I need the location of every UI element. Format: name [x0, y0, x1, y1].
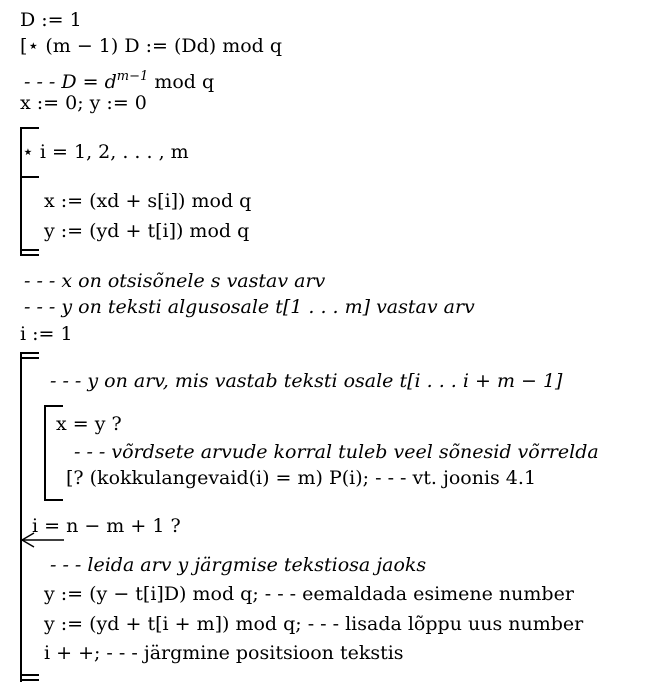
line-cond-comment: - - - võrdsete arvude korral tuleb veel sõnesid võrrelda: [74, 441, 599, 463]
line-exit-condition: i = n − m + 1 ?: [32, 515, 181, 537]
loop1-bracket-mid: [20, 176, 39, 178]
loop2-bracket-bottom: [20, 674, 39, 676]
loop2-bracket-vertical: [20, 352, 22, 682]
line-loop1-header: ⋆ i = 1, 2, . . . , m: [22, 141, 189, 163]
loop2-bracket-top: [20, 352, 39, 354]
line-cond-header: x = y ?: [56, 413, 122, 435]
loop2-bracket-top2: [20, 357, 39, 359]
loop2-bracket-bottom2: [20, 679, 39, 681]
line-xy-init: x := 0; y := 0: [20, 92, 147, 114]
comment-lhs: - - - D = d: [24, 71, 117, 93]
cond-bracket-vertical: [44, 405, 46, 501]
loop1-bracket-bottom: [20, 249, 39, 251]
line-remove-first: y := (y − t[i]D) mod q; - - - eemaldada esimene number: [44, 583, 574, 605]
line-d-comment: [24, 66, 214, 93]
line-y-meaning: - - - y on arv, mis vastab teksti osale t[i . . . i + m − 1]: [50, 370, 563, 392]
loop1-bracket-top: [20, 127, 39, 129]
line-i-init: i := 1: [20, 323, 73, 345]
line-d-loop: [⋆ (m − 1) D := (Dd) mod q: [20, 35, 283, 57]
cond-bracket-top: [44, 405, 63, 407]
line-next-comment: - - - leida arv y järgmise tekstiosa jaoks: [50, 554, 427, 576]
line-i-increment: i + +; - - - järgmine positsioon tekstis: [44, 642, 404, 664]
line-d-init: D := 1: [20, 9, 82, 31]
exponent: m−1: [116, 69, 149, 84]
loop1-bracket-bottom2: [20, 254, 39, 256]
comment-rhs: mod q: [148, 71, 215, 93]
line-x-update: x := (xd + s[i]) mod q: [44, 190, 252, 212]
line-y-comment: - - - y on teksti algusosale t[1 . . . m] vastav arv: [24, 296, 475, 318]
line-y-update: y := (yd + t[i]) mod q: [44, 220, 250, 242]
line-add-last: y := (yd + t[i + m]) mod q; - - - lisada lõppu uus number: [44, 613, 584, 635]
line-x-comment: - - - x on otsisõnele s vastav arv: [24, 270, 326, 292]
line-cond-check: [? (kokkulangevaid(i) = m) P(i); - - - vt. joonis 4.1: [66, 467, 537, 489]
cond-bracket-bottom: [44, 499, 63, 501]
